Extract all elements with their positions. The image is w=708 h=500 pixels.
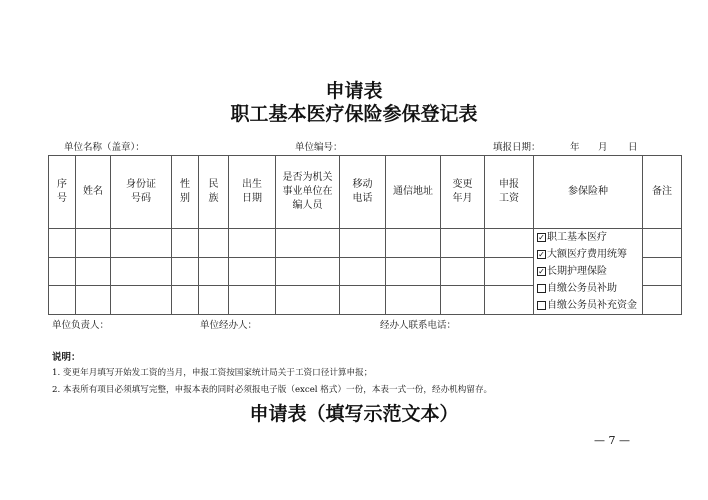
insurance-option[interactable] [537, 229, 642, 246]
cell[interactable] [643, 286, 682, 315]
cell[interactable] [229, 257, 276, 286]
fill-date-label: 填报日期： [493, 142, 541, 153]
cell[interactable] [229, 229, 276, 258]
form-subtitle: 职工基本医疗保险参保登记表 [230, 103, 478, 125]
cell[interactable] [172, 286, 199, 315]
insurance-option[interactable] [537, 246, 642, 263]
header-cell: 民族 [199, 156, 229, 229]
handler-phone-label: 经办人联系电话： [380, 320, 457, 331]
cell[interactable] [485, 229, 534, 258]
page-number: — 7 — [594, 434, 630, 447]
checkbox-checked-icon[interactable]: ✓ [538, 233, 545, 242]
cell[interactable] [386, 229, 441, 258]
header-cell: 是否为机关事业单位在编人员 [276, 156, 340, 229]
cell[interactable] [76, 257, 111, 286]
cell[interactable] [229, 286, 276, 315]
insurance-label: 自缴公务员补助 [547, 283, 617, 294]
cell[interactable] [276, 229, 340, 258]
note-item: 2. 本表所有项目必须填写完整，申报本表的同时必须报电子版（excel 格式）一份，本表一式一份，经办机构留存。 [52, 385, 493, 395]
form-title: 申请表 [325, 80, 383, 102]
cell[interactable] [276, 257, 340, 286]
cell[interactable] [111, 257, 172, 286]
cell[interactable] [49, 286, 76, 315]
header-row [49, 156, 682, 229]
unit-handler-label: 单位经办人： [200, 320, 258, 331]
cell[interactable] [340, 257, 386, 286]
note-item: 1. 变更年月填写开始发工资的当月，申报工资按国家统计局关于工资口径计算申报； [52, 368, 373, 378]
header-cell: 备注 [643, 156, 682, 229]
cell[interactable] [172, 229, 199, 258]
header-cell: 出生日期 [229, 156, 276, 229]
cell[interactable] [49, 257, 76, 286]
insurance-option[interactable] [537, 263, 642, 280]
insurance-types-cell [534, 229, 643, 315]
checkbox-icon[interactable] [537, 284, 546, 293]
cell[interactable] [340, 229, 386, 258]
unit-code-label: 单位编号： [295, 142, 343, 153]
cell[interactable] [441, 229, 485, 258]
cell[interactable] [441, 286, 485, 315]
bottom-title: 申请表（填写示范文本） [249, 403, 459, 425]
unit-head-label: 单位负责人： [52, 320, 110, 331]
unit-name-label: 单位名称（盖章）： [64, 142, 145, 153]
header-cell: 序号 [49, 156, 76, 229]
cell[interactable] [76, 229, 111, 258]
table-row [49, 229, 682, 258]
header-cell: 变更年月 [441, 156, 485, 229]
cell[interactable] [199, 229, 229, 258]
cell[interactable] [340, 286, 386, 315]
insurance-option[interactable] [537, 280, 642, 297]
header-cell: 移动电话 [340, 156, 386, 229]
insurance-option[interactable] [537, 297, 642, 314]
notes-heading: 说明： [52, 352, 81, 363]
cell[interactable] [111, 286, 172, 315]
cell[interactable] [643, 229, 682, 258]
cell[interactable] [386, 257, 441, 286]
header-cell: 姓名 [76, 156, 111, 229]
month-label: 月 [598, 142, 608, 153]
year-label: 年 [570, 142, 580, 153]
cell[interactable] [485, 286, 534, 315]
header-cell: 通信地址 [386, 156, 441, 229]
cell[interactable] [276, 286, 340, 315]
registration-table [48, 155, 682, 315]
insurance-label: 长期护理保险 [547, 266, 607, 277]
checkbox-checked-icon[interactable]: ✓ [538, 250, 545, 259]
cell[interactable] [111, 229, 172, 258]
header-cell: 申报工资 [485, 156, 534, 229]
cell[interactable] [49, 229, 76, 258]
cell[interactable] [199, 257, 229, 286]
cell[interactable] [172, 257, 199, 286]
checkbox-checked-icon[interactable]: ✓ [538, 267, 545, 276]
day-label: 日 [628, 142, 638, 153]
checkbox-icon[interactable] [537, 301, 546, 310]
cell[interactable] [76, 286, 111, 315]
cell[interactable] [643, 257, 682, 286]
header-cell: 身份证号码 [111, 156, 172, 229]
insurance-label: 大额医疗费用统筹 [547, 249, 627, 260]
cell[interactable] [441, 257, 485, 286]
header-cell: 参保险种 [534, 156, 643, 229]
cell[interactable] [199, 286, 229, 315]
insurance-label: 自缴公务员补充资金 [547, 300, 637, 311]
cell[interactable] [485, 257, 534, 286]
cell[interactable] [386, 286, 441, 315]
insurance-label: 职工基本医疗 [547, 232, 607, 243]
header-cell: 性别 [172, 156, 199, 229]
